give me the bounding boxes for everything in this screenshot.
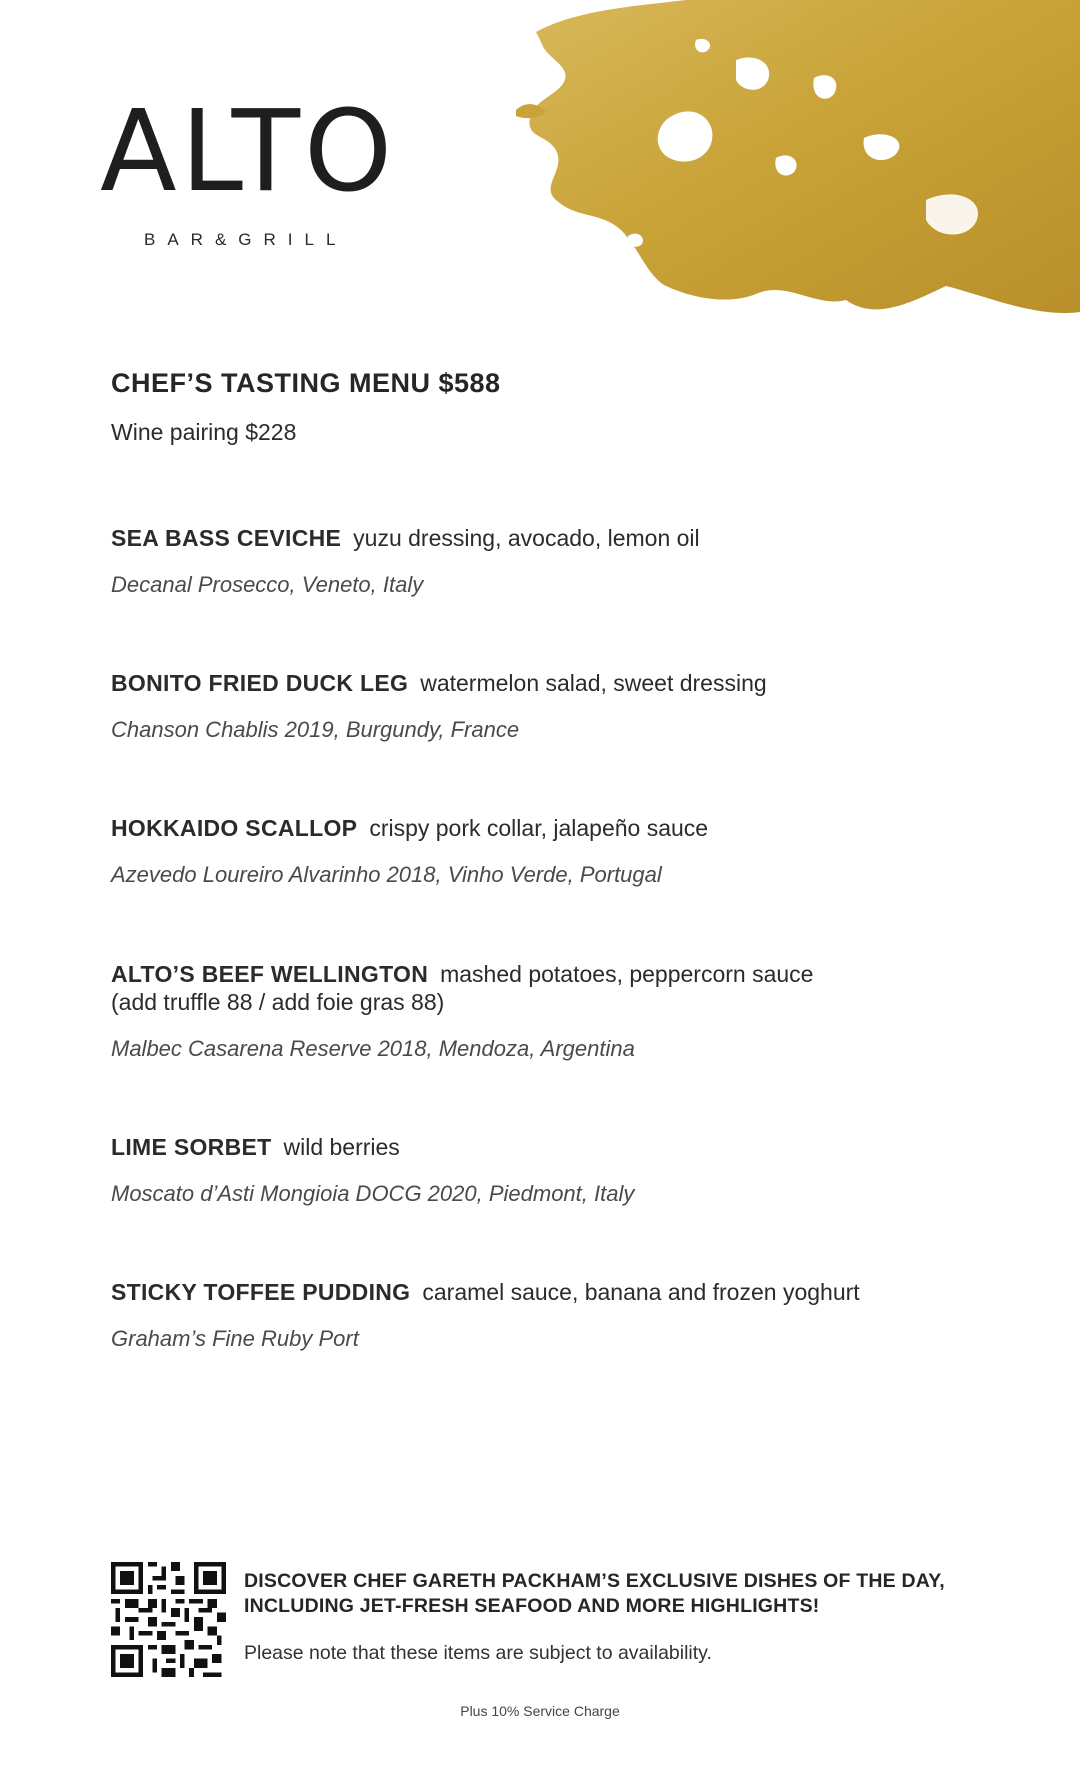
course-item xyxy=(111,1133,1011,1207)
course-item xyxy=(111,524,1011,598)
wine-pairing: Chanson Chablis 2019, Burgundy, France xyxy=(111,717,520,742)
wine-pairing: Decanal Prosecco, Veneto, Italy xyxy=(111,572,424,597)
service-charge-note: Plus 10% Service Charge xyxy=(460,1703,620,1719)
dish-description: mashed potatoes, peppercorn sauce xyxy=(440,961,814,987)
gold-brushstroke-decoration xyxy=(516,0,1080,322)
wine-pairing: Graham’s Fine Ruby Port xyxy=(111,1326,359,1351)
qr-code-icon[interactable] xyxy=(111,1562,226,1677)
dish-name: LIME SORBET xyxy=(111,1134,272,1160)
dish-name: HOKKAIDO SCALLOP xyxy=(111,815,358,841)
logo-subtitle: BAR&GRILL xyxy=(144,230,348,249)
dish-description: caramel sauce, banana and frozen yoghurt xyxy=(422,1279,860,1305)
wine-pairing: Moscato d’Asti Mongioia DOCG 2020, Piedmont, Italy xyxy=(111,1181,635,1206)
dish-name: STICKY TOFFEE PUDDING xyxy=(111,1279,411,1305)
wine-pairing: Malbec Casarena Reserve 2018, Mendoza, Argentina xyxy=(111,1036,635,1061)
course-item xyxy=(111,669,1011,743)
menu-title: CHEF’S TASTING MENU $588 xyxy=(111,368,501,398)
footer-headline-line-2: INCLUDING JET-FRESH SEAFOOD AND MORE HIGHLIGHTS! xyxy=(244,1595,820,1617)
course-item xyxy=(111,1278,1011,1352)
footer-headline-line-1: DISCOVER CHEF GARETH PACKHAM’S EXCLUSIVE DISHES OF THE DAY, xyxy=(244,1570,945,1592)
logo-wordmark: ALTO xyxy=(100,87,397,217)
course-item xyxy=(111,960,1011,1062)
footer-text xyxy=(244,1569,1004,1665)
dish-extra: (add truffle 88 / add foie gras 88) xyxy=(111,989,445,1015)
menu-header xyxy=(111,368,1011,446)
footer-headline xyxy=(244,1569,1004,1619)
dish-description: crispy pork collar, jalapeño sauce xyxy=(369,815,709,841)
alto-logo xyxy=(100,87,400,250)
availability-note: Please note that these items are subject to availability. xyxy=(244,1642,712,1664)
dish-name: ALTO’S BEEF WELLINGTON xyxy=(111,961,429,987)
dish-description: watermelon salad, sweet dressing xyxy=(420,670,767,696)
wine-pairing: Azevedo Loureiro Alvarinho 2018, Vinho Verde, Portugal xyxy=(111,862,662,887)
dish-description: yuzu dressing, avocado, lemon oil xyxy=(353,525,700,551)
course-item xyxy=(111,814,1011,888)
wine-pairing-price: Wine pairing $228 xyxy=(111,419,297,445)
dish-name: SEA BASS CEVICHE xyxy=(111,525,342,551)
dish-name: BONITO FRIED DUCK LEG xyxy=(111,670,409,696)
dish-description: wild berries xyxy=(283,1134,400,1160)
